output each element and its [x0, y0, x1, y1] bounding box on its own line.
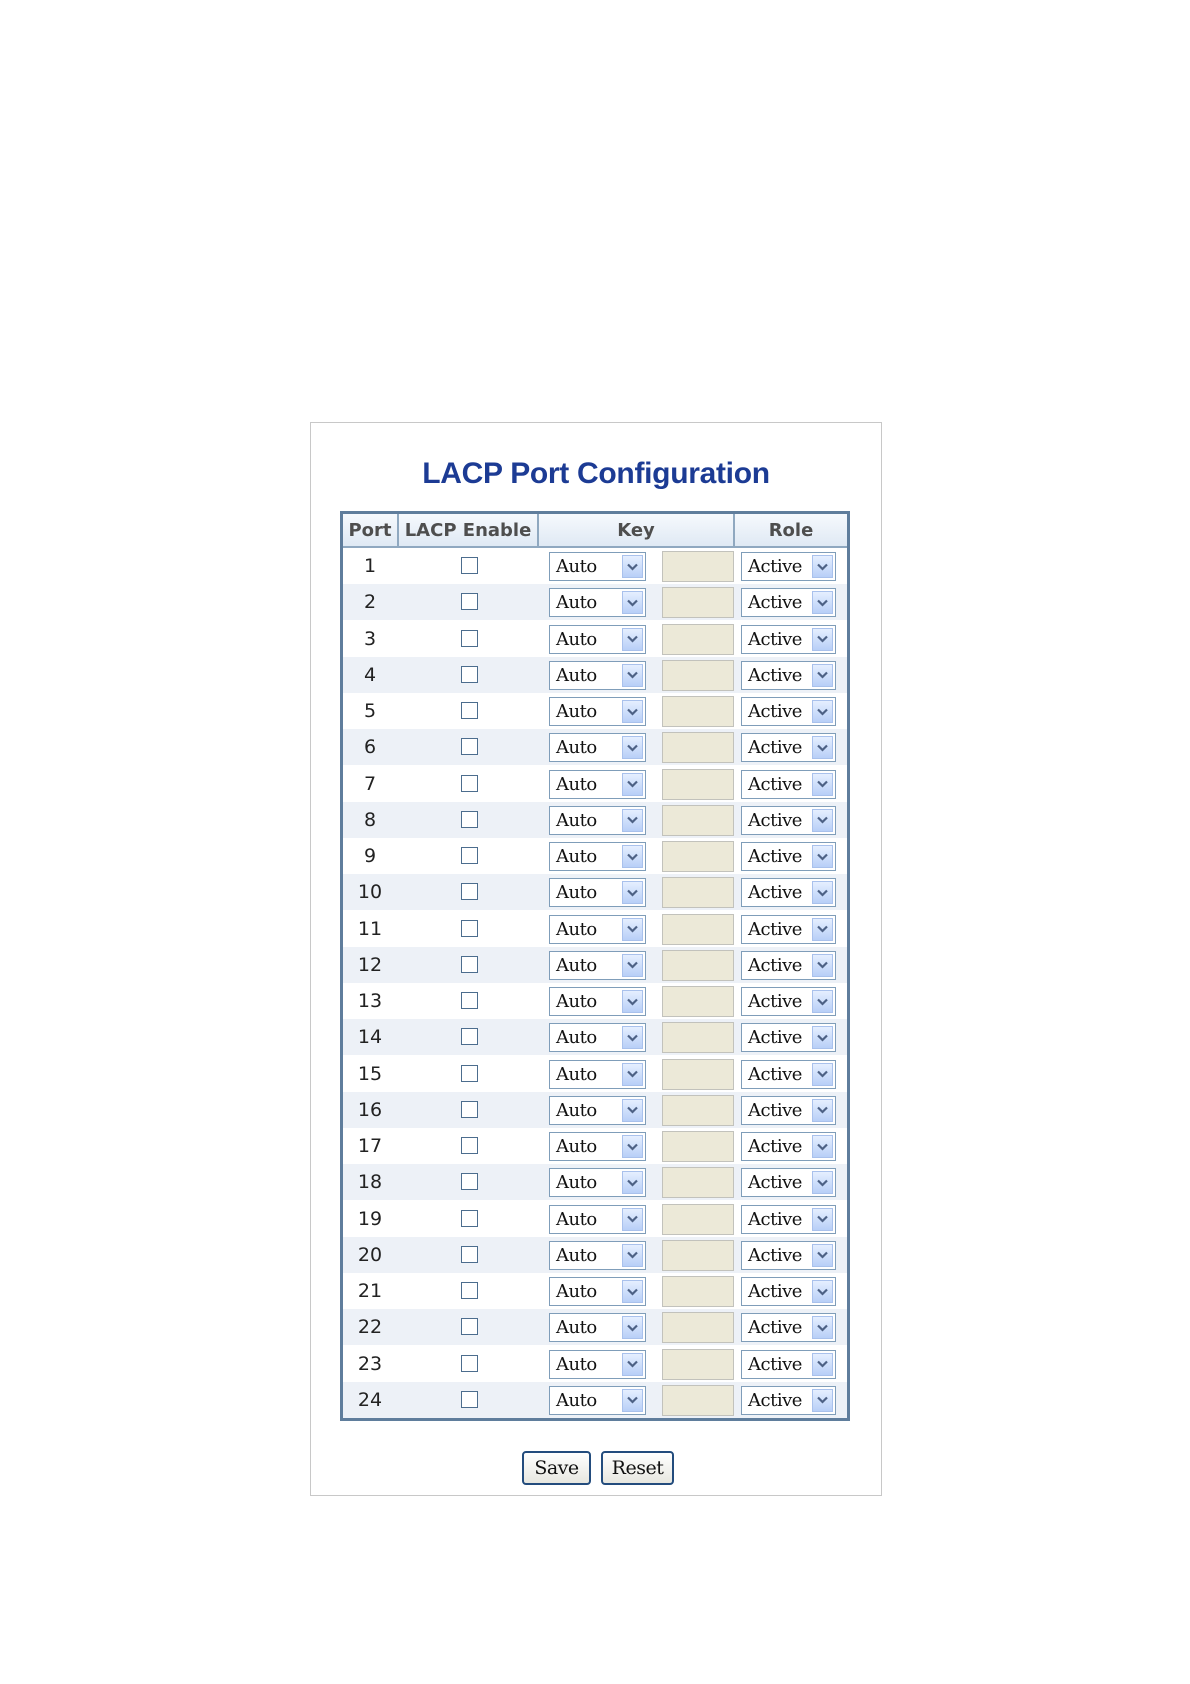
chevron-down-icon[interactable] [812, 1353, 833, 1376]
role-select[interactable] [741, 915, 836, 944]
chevron-down-icon[interactable] [812, 1316, 833, 1339]
key-mode-select[interactable] [549, 625, 646, 654]
table-row [343, 693, 847, 729]
key-mode-select[interactable] [549, 1277, 646, 1306]
key-mode-value: Auto [556, 592, 597, 614]
role-select[interactable] [741, 1241, 836, 1270]
chevron-down-icon[interactable] [622, 1026, 643, 1049]
role-value: Active [748, 1389, 802, 1411]
chevron-down-icon[interactable] [622, 1316, 643, 1339]
port-number: 23 [357, 1352, 383, 1375]
chevron-down-icon[interactable] [622, 1353, 643, 1376]
save-button[interactable]: Save [522, 1451, 591, 1485]
port-number: 1 [363, 555, 377, 577]
key-mode-select[interactable] [549, 588, 646, 617]
port-number: 22 [357, 1316, 383, 1339]
role-select[interactable] [741, 770, 836, 799]
role-value: Active [748, 1099, 802, 1121]
port-number: 19 [357, 1207, 383, 1230]
chevron-down-icon[interactable] [622, 664, 643, 687]
table-row [343, 1056, 847, 1092]
role-select[interactable] [741, 1132, 836, 1161]
lacp-enable-checkbox[interactable] [461, 1391, 478, 1408]
lacp-enable-checkbox[interactable] [461, 920, 478, 937]
table-row [343, 911, 847, 947]
key-mode-value: Auto [556, 556, 597, 577]
page-title: LACP Port Configuration [422, 457, 770, 490]
key-value-field[interactable] [662, 805, 734, 836]
key-mode-value: Auto [556, 918, 597, 940]
key-mode-value: Auto [556, 1136, 597, 1157]
table-row [343, 621, 847, 657]
role-value: Active [748, 773, 802, 795]
key-mode-select[interactable] [549, 1168, 646, 1197]
key-mode-select[interactable] [549, 806, 646, 835]
role-value: Active [748, 1244, 802, 1266]
chevron-down-icon[interactable] [812, 954, 833, 977]
port-number: 2 [363, 591, 377, 614]
chevron-down-icon[interactable] [812, 664, 833, 687]
lacp-port-table [340, 511, 850, 1421]
key-mode-value: Auto [556, 1208, 597, 1230]
key-value-field[interactable] [662, 1167, 734, 1198]
lacp-enable-checkbox[interactable] [461, 1282, 478, 1299]
port-number: 21 [357, 1280, 383, 1302]
table-row [343, 548, 847, 584]
chevron-down-icon[interactable] [812, 1208, 833, 1231]
key-mode-select[interactable] [549, 878, 646, 907]
lacp-enable-checkbox[interactable] [461, 1210, 478, 1227]
port-number: 4 [363, 663, 377, 686]
key-mode-value: Auto [556, 1281, 597, 1302]
role-select[interactable] [741, 878, 836, 907]
role-select[interactable] [741, 951, 836, 980]
chevron-down-icon[interactable] [622, 1280, 643, 1303]
key-mode-select[interactable] [549, 1096, 646, 1125]
key-mode-select[interactable] [549, 697, 646, 726]
chevron-down-icon[interactable] [622, 1389, 643, 1412]
role-select[interactable] [741, 1313, 836, 1342]
lacp-enable-checkbox[interactable] [461, 1246, 478, 1263]
table-row [343, 1201, 847, 1237]
key-value-field[interactable] [662, 660, 734, 691]
role-select[interactable] [741, 806, 836, 835]
role-select[interactable] [741, 625, 836, 654]
key-mode-select[interactable] [549, 733, 646, 762]
table-row [343, 1273, 847, 1309]
lacp-enable-checkbox[interactable] [461, 811, 478, 828]
table-row [343, 802, 847, 838]
chevron-down-icon[interactable] [622, 700, 643, 723]
chevron-down-icon[interactable] [812, 881, 833, 904]
role-value: Active [748, 1281, 802, 1302]
port-number: 24 [357, 1388, 383, 1411]
role-select[interactable] [741, 842, 836, 871]
key-value-field[interactable] [662, 1240, 734, 1271]
key-mode-select[interactable] [549, 1060, 646, 1089]
key-mode-select[interactable] [549, 1350, 646, 1379]
role-value: Active [748, 1172, 802, 1194]
key-mode-value: Auto [556, 846, 597, 867]
lacp-enable-checkbox[interactable] [461, 992, 478, 1009]
role-value: Active [748, 701, 802, 722]
key-mode-select[interactable] [549, 1023, 646, 1052]
table-row [343, 1237, 847, 1273]
chevron-down-icon[interactable] [622, 773, 643, 796]
chevron-down-icon[interactable] [622, 555, 643, 578]
key-mode-value: Auto [556, 991, 597, 1012]
port-number: 11 [357, 917, 383, 940]
chevron-down-icon[interactable] [812, 1135, 833, 1158]
role-value: Active [748, 1208, 802, 1230]
port-number: 15 [357, 1062, 383, 1085]
table-row [343, 838, 847, 874]
key-value-field[interactable] [662, 732, 734, 763]
chevron-down-icon[interactable] [812, 1063, 833, 1086]
key-value-field[interactable] [662, 1204, 734, 1235]
table-row [343, 1019, 847, 1055]
key-mode-value: Auto [556, 1244, 597, 1266]
key-mode-select[interactable] [549, 987, 646, 1016]
lacp-enable-checkbox[interactable] [461, 1355, 478, 1372]
role-select[interactable] [741, 588, 836, 617]
chevron-down-icon[interactable] [812, 736, 833, 759]
chevron-down-icon[interactable] [812, 1099, 833, 1122]
table-row [343, 1346, 847, 1382]
role-value: Active [748, 556, 802, 577]
role-value: Active [748, 1317, 802, 1339]
lacp-enable-checkbox[interactable] [461, 775, 478, 792]
key-mode-value: Auto [556, 1027, 597, 1049]
chevron-down-icon[interactable] [622, 1244, 643, 1267]
lacp-enable-checkbox[interactable] [461, 1173, 478, 1190]
chevron-down-icon[interactable] [812, 628, 833, 651]
chevron-down-icon[interactable] [812, 990, 833, 1013]
port-number: 7 [363, 772, 377, 795]
role-select[interactable] [741, 1205, 836, 1234]
table-row [343, 1092, 847, 1128]
key-value-field[interactable] [662, 624, 734, 655]
key-mode-value: Auto [556, 1353, 597, 1375]
key-mode-select[interactable] [549, 661, 646, 690]
table-row [343, 1164, 847, 1200]
role-select[interactable] [741, 733, 836, 762]
chevron-down-icon[interactable] [812, 918, 833, 941]
table-row [343, 874, 847, 910]
key-value-field[interactable] [662, 1022, 734, 1053]
port-number: 12 [357, 953, 383, 976]
chevron-down-icon[interactable] [622, 845, 643, 868]
key-mode-value: Auto [556, 809, 597, 831]
lacp-enable-checkbox[interactable] [461, 557, 478, 574]
port-number: 8 [363, 808, 377, 831]
key-mode-value: Auto [556, 954, 597, 976]
chevron-down-icon[interactable] [622, 591, 643, 614]
header-role: Role [768, 520, 814, 541]
port-number: 17 [357, 1135, 383, 1157]
port-number: 16 [357, 1098, 383, 1121]
key-value-field[interactable] [662, 1095, 734, 1126]
lacp-enable-checkbox[interactable] [461, 883, 478, 900]
role-value: Active [748, 592, 802, 614]
key-mode-select[interactable] [549, 951, 646, 980]
role-select[interactable] [741, 1096, 836, 1125]
key-value-field[interactable] [662, 950, 734, 981]
table-row [343, 584, 847, 620]
role-select[interactable] [741, 552, 836, 581]
key-value-field[interactable] [662, 1276, 734, 1307]
port-number: 5 [363, 700, 377, 722]
table-header [343, 514, 847, 548]
chevron-down-icon[interactable] [812, 591, 833, 614]
key-mode-select[interactable] [549, 552, 646, 581]
key-mode-value: Auto [556, 1389, 597, 1411]
key-value-field[interactable] [662, 1349, 734, 1380]
lacp-enable-checkbox[interactable] [461, 847, 478, 864]
role-select[interactable] [741, 987, 836, 1016]
port-number: 13 [357, 990, 383, 1012]
role-value: Active [748, 846, 802, 867]
port-number: 10 [357, 881, 383, 904]
key-mode-value: Auto [556, 773, 597, 795]
lacp-enable-checkbox[interactable] [461, 1318, 478, 1335]
chevron-down-icon[interactable] [812, 1244, 833, 1267]
key-mode-select[interactable] [549, 1241, 646, 1270]
table-row [343, 983, 847, 1019]
chevron-down-icon[interactable] [622, 881, 643, 904]
chevron-down-icon[interactable] [622, 990, 643, 1013]
port-number: 6 [363, 736, 377, 759]
lacp-enable-checkbox[interactable] [461, 956, 478, 973]
lacp-enable-checkbox[interactable] [461, 1137, 478, 1154]
port-number: 18 [357, 1171, 383, 1194]
role-value: Active [748, 1063, 802, 1085]
key-mode-value: Auto [556, 628, 597, 650]
chevron-down-icon[interactable] [622, 628, 643, 651]
key-value-field[interactable] [662, 841, 734, 872]
chevron-down-icon[interactable] [622, 918, 643, 941]
key-mode-select[interactable] [549, 1313, 646, 1342]
key-value-field[interactable] [662, 986, 734, 1017]
role-value: Active [748, 664, 802, 686]
key-mode-value: Auto [556, 701, 597, 722]
chevron-down-icon[interactable] [622, 1171, 643, 1194]
key-mode-value: Auto [556, 1063, 597, 1085]
key-value-field[interactable] [662, 696, 734, 727]
lacp-enable-checkbox[interactable] [461, 593, 478, 610]
table-row [343, 766, 847, 802]
table-row [343, 1309, 847, 1345]
port-number: 3 [363, 627, 377, 650]
chevron-down-icon[interactable] [622, 1135, 643, 1158]
table-row [343, 947, 847, 983]
lacp-enable-checkbox[interactable] [461, 666, 478, 683]
key-mode-select[interactable] [549, 1205, 646, 1234]
role-select[interactable] [741, 1168, 836, 1197]
key-value-field[interactable] [662, 877, 734, 908]
chevron-down-icon[interactable] [812, 773, 833, 796]
key-mode-select[interactable] [549, 770, 646, 799]
role-value: Active [748, 954, 802, 976]
key-mode-select[interactable] [549, 1132, 646, 1161]
header-port: Port [343, 514, 399, 546]
key-value-field[interactable] [662, 587, 734, 618]
role-select[interactable] [741, 1060, 836, 1089]
key-mode-value: Auto [556, 664, 597, 686]
lacp-enable-checkbox[interactable] [461, 702, 478, 719]
key-mode-value: Auto [556, 882, 597, 904]
role-value: Active [748, 1136, 802, 1157]
role-select[interactable] [741, 697, 836, 726]
key-mode-select[interactable] [549, 1386, 646, 1415]
lacp-enable-checkbox[interactable] [461, 630, 478, 647]
lacp-enable-checkbox[interactable] [461, 1028, 478, 1045]
key-mode-value: Auto [556, 1317, 597, 1339]
key-value-field[interactable] [662, 1385, 734, 1416]
chevron-down-icon[interactable] [622, 1063, 643, 1086]
port-number: 9 [363, 845, 377, 867]
chevron-down-icon[interactable] [622, 1208, 643, 1231]
key-value-field[interactable] [662, 914, 734, 945]
key-value-field[interactable] [662, 551, 734, 582]
role-value: Active [748, 1353, 802, 1375]
role-value: Active [748, 918, 802, 940]
key-value-field[interactable] [662, 1131, 734, 1162]
key-mode-select[interactable] [549, 915, 646, 944]
role-value: Active [748, 1027, 802, 1049]
chevron-down-icon[interactable] [812, 845, 833, 868]
chevron-down-icon[interactable] [812, 1389, 833, 1412]
key-value-field[interactable] [662, 769, 734, 800]
chevron-down-icon[interactable] [622, 736, 643, 759]
role-value: Active [748, 882, 802, 904]
port-number: 14 [357, 1026, 383, 1049]
key-mode-value: Auto [556, 737, 597, 759]
role-value: Active [748, 628, 802, 650]
role-select[interactable] [741, 1277, 836, 1306]
role-value: Active [748, 991, 802, 1012]
role-select[interactable] [741, 1386, 836, 1415]
chevron-down-icon[interactable] [812, 1171, 833, 1194]
key-value-field[interactable] [662, 1059, 734, 1090]
key-mode-value: Auto [556, 1172, 597, 1194]
port-number: 20 [357, 1243, 383, 1266]
table-row [343, 657, 847, 693]
lacp-enable-checkbox[interactable] [461, 738, 478, 755]
role-value: Active [748, 737, 802, 759]
header-key: Key [539, 514, 735, 546]
chevron-down-icon[interactable] [812, 809, 833, 832]
table-row [343, 1382, 847, 1418]
chevron-down-icon[interactable] [812, 1026, 833, 1049]
config-panel [310, 422, 882, 1496]
chevron-down-icon[interactable] [812, 700, 833, 723]
lacp-enable-checkbox[interactable] [461, 1065, 478, 1082]
role-value: Active [748, 809, 802, 831]
header-lacp-enable: LACP Enable [399, 514, 539, 546]
table-row [343, 729, 847, 765]
chevron-down-icon[interactable] [812, 555, 833, 578]
key-mode-value: Auto [556, 1099, 597, 1121]
role-select[interactable] [741, 1350, 836, 1379]
chevron-down-icon[interactable] [622, 954, 643, 977]
chevron-down-icon[interactable] [812, 1280, 833, 1303]
role-select[interactable] [741, 1023, 836, 1052]
chevron-down-icon[interactable] [622, 1099, 643, 1122]
reset-button[interactable]: Reset [601, 1451, 674, 1485]
key-mode-select[interactable] [549, 842, 646, 871]
key-value-field[interactable] [662, 1312, 734, 1343]
table-row [343, 1128, 847, 1164]
lacp-enable-checkbox[interactable] [461, 1101, 478, 1118]
chevron-down-icon[interactable] [622, 809, 643, 832]
role-select[interactable] [741, 661, 836, 690]
